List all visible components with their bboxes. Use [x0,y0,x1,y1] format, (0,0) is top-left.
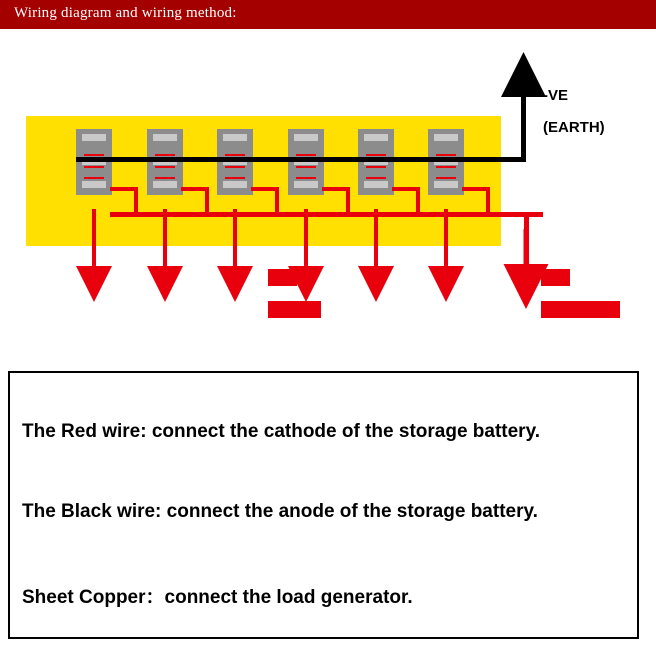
note-sheet-copper: Sheet Copper：connect the load generator. [22,587,413,608]
label-load-line2: (LOAD) [268,301,321,318]
note-red-wire: The Red wire: connect the cathode of the storage battery. [22,421,541,442]
note-black-wire: The Black wire: connect the anode of the storage battery. [22,501,538,522]
label-battery-line1: +VE [541,269,570,286]
page-title: Wiring diagram and wiring method: [14,5,237,21]
label-battery-line2: (BATTERY) [541,301,621,318]
label-earth-line1: -VE [543,87,569,104]
notes-box [8,371,639,639]
label-load-line1: +VE [268,269,297,286]
wiring-diagram [0,29,656,359]
label-earth-line2: (EARTH) [543,119,605,136]
